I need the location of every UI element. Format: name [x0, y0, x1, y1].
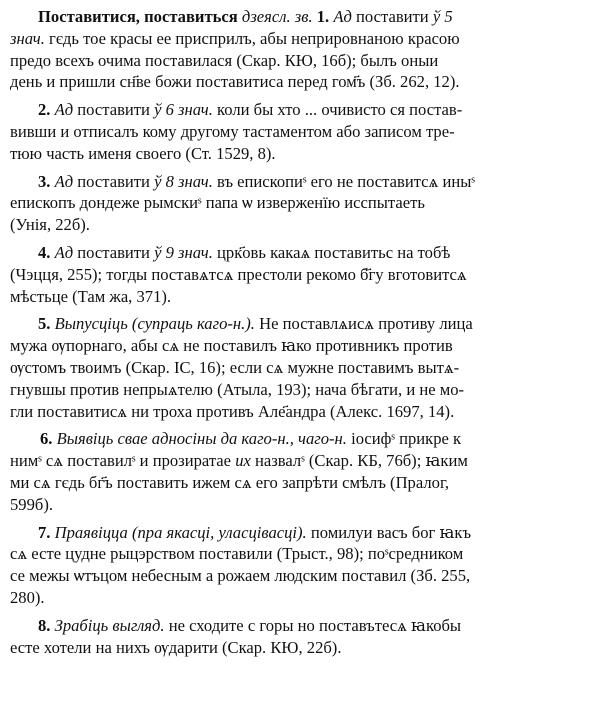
- text-line: 3. Ад поставити ў 8 знач. въ епископиˢ его не поставитсѧ иныˢ: [38, 171, 475, 191]
- dictionary-sense-2: [10, 99, 586, 164]
- dictionary-sense-7: [10, 522, 586, 609]
- dictionary-sense-4: [10, 242, 586, 307]
- text-line: 5. Выпусціць (супраць каго-н.). Не поставлѧисѧ противу лица: [38, 314, 473, 334]
- text-line: 280).: [10, 587, 45, 607]
- sense-number: 5.: [38, 314, 51, 334]
- dictionary-sense-8: [10, 615, 586, 659]
- sense-definition: Зрабіць выгляд.: [54, 615, 165, 635]
- text-line: мѣстьце (Там жа, 371).: [10, 286, 172, 306]
- text-line: (Чэцця, 255); тогды поставѧтсѧ престоли рекомо б҃гу вготовитсѧ: [10, 264, 467, 284]
- headword: Поставитися, поставиться: [38, 7, 238, 26]
- text-line: нимˢ сѧ поставилˢ и прозиратае их назвалˢ (Скар. КБ, 76б); ꙗким: [10, 451, 468, 471]
- text-line: сѧ есте цудне рыцэрством поставили (Трыст., 98); поˢсредником: [10, 544, 464, 564]
- text-line: ѹстомъ твоимъ (Скар. ІС, 16); если сѧ мужне поставимъ вытѧ-: [10, 357, 460, 377]
- sense-number: 6.: [40, 429, 53, 449]
- text-line: мужа ѹпорнаго, абы сѧ не поставилъ ꙗко противникъ против: [10, 336, 453, 356]
- dictionary-sense-6: [10, 428, 586, 515]
- sense-number: 8.: [38, 615, 51, 635]
- text-line: 6. Выявіць свае адносіны да каго-н., чаго-н. іосифˢ прикре к: [40, 429, 462, 449]
- text-line: гли поставитисѧ ни троха противъ Але҃андра (Алекс. 1697, 14).: [10, 401, 455, 421]
- text-line: епископъ дондеже рымскиˢ папа ѡ изверженїю исспытаеть: [10, 193, 425, 213]
- dictionary-sense-5: [10, 313, 586, 422]
- text-line: день и пришли сн҃ве божи поставитиса перед гом҃ъ (Зб. 262, 12).: [10, 72, 460, 92]
- text-line: 2. Ад поставити ў 6 знач. коли бы хто ... очивисто ся постав-: [38, 100, 463, 120]
- text-line: ми сѧ гєдь бг҃ъ поставить ижем сѧ его запрѣти смѣлъ (Пралог,: [10, 472, 450, 492]
- sense-number: 7.: [38, 522, 51, 542]
- text-line: се межы ѡтъцом небесным а рожаем людским поставил (Зб. 255,: [10, 566, 471, 586]
- sense-definition: Выявіць свае адносіны да каго-н., чаго-н.: [56, 429, 347, 449]
- text-line: предо всехъ очима поставилася (Скар. КЮ, 16б); былъ оныи: [10, 50, 439, 70]
- sense-number: 2.: [38, 100, 51, 120]
- text-line: гнувшы против непрыѧтелю (Атыла, 193); нача бѣгати, и не мо-: [10, 379, 465, 399]
- grammar-label: дзеясл. зв.: [241, 7, 313, 26]
- text-line: есте хотели на нихъ ѹдарити (Скар. КЮ, 22б).: [10, 637, 342, 657]
- text-line: 7. Праявіцца (пра якасці, уласцівасці). помилуи васъ бог ꙗкъ: [38, 522, 472, 542]
- text-line: вивши и отписалъ кому другому тастаментом або записом тре-: [10, 121, 455, 141]
- sense-definition: Праявіцца (пра якасці, уласцівасці).: [54, 522, 307, 542]
- sense-definition: Выпусціць (супраць каго-н.).: [54, 314, 255, 334]
- sense-number: 3.: [38, 171, 51, 191]
- sense-number: 1.: [316, 7, 330, 26]
- text-line: (Унія, 22б).: [10, 215, 90, 235]
- dictionary-sense-3: [10, 171, 586, 236]
- dictionary-entry-headword: [10, 6, 586, 93]
- text-line: знач. гєдь тое красы ее присприлъ, абы неприровнаною красою: [10, 28, 460, 48]
- text-line: Поставитися, поставиться дзеясл. зв. 1. Ад поставити ў 5: [38, 7, 453, 26]
- text-line: 599б).: [10, 494, 54, 514]
- text-line: 4. Ад поставити ў 9 знач. црк҃овь какаѧ поставитьс на тобѣ: [38, 242, 451, 262]
- text-line: 8. Зрабіць выгляд. не сходите с горы но поставътесѧ ꙗкобы: [38, 615, 462, 635]
- sense-number: 4.: [38, 242, 51, 262]
- text-line: тюю часть именя своего (Ст. 1529, 8).: [10, 143, 276, 163]
